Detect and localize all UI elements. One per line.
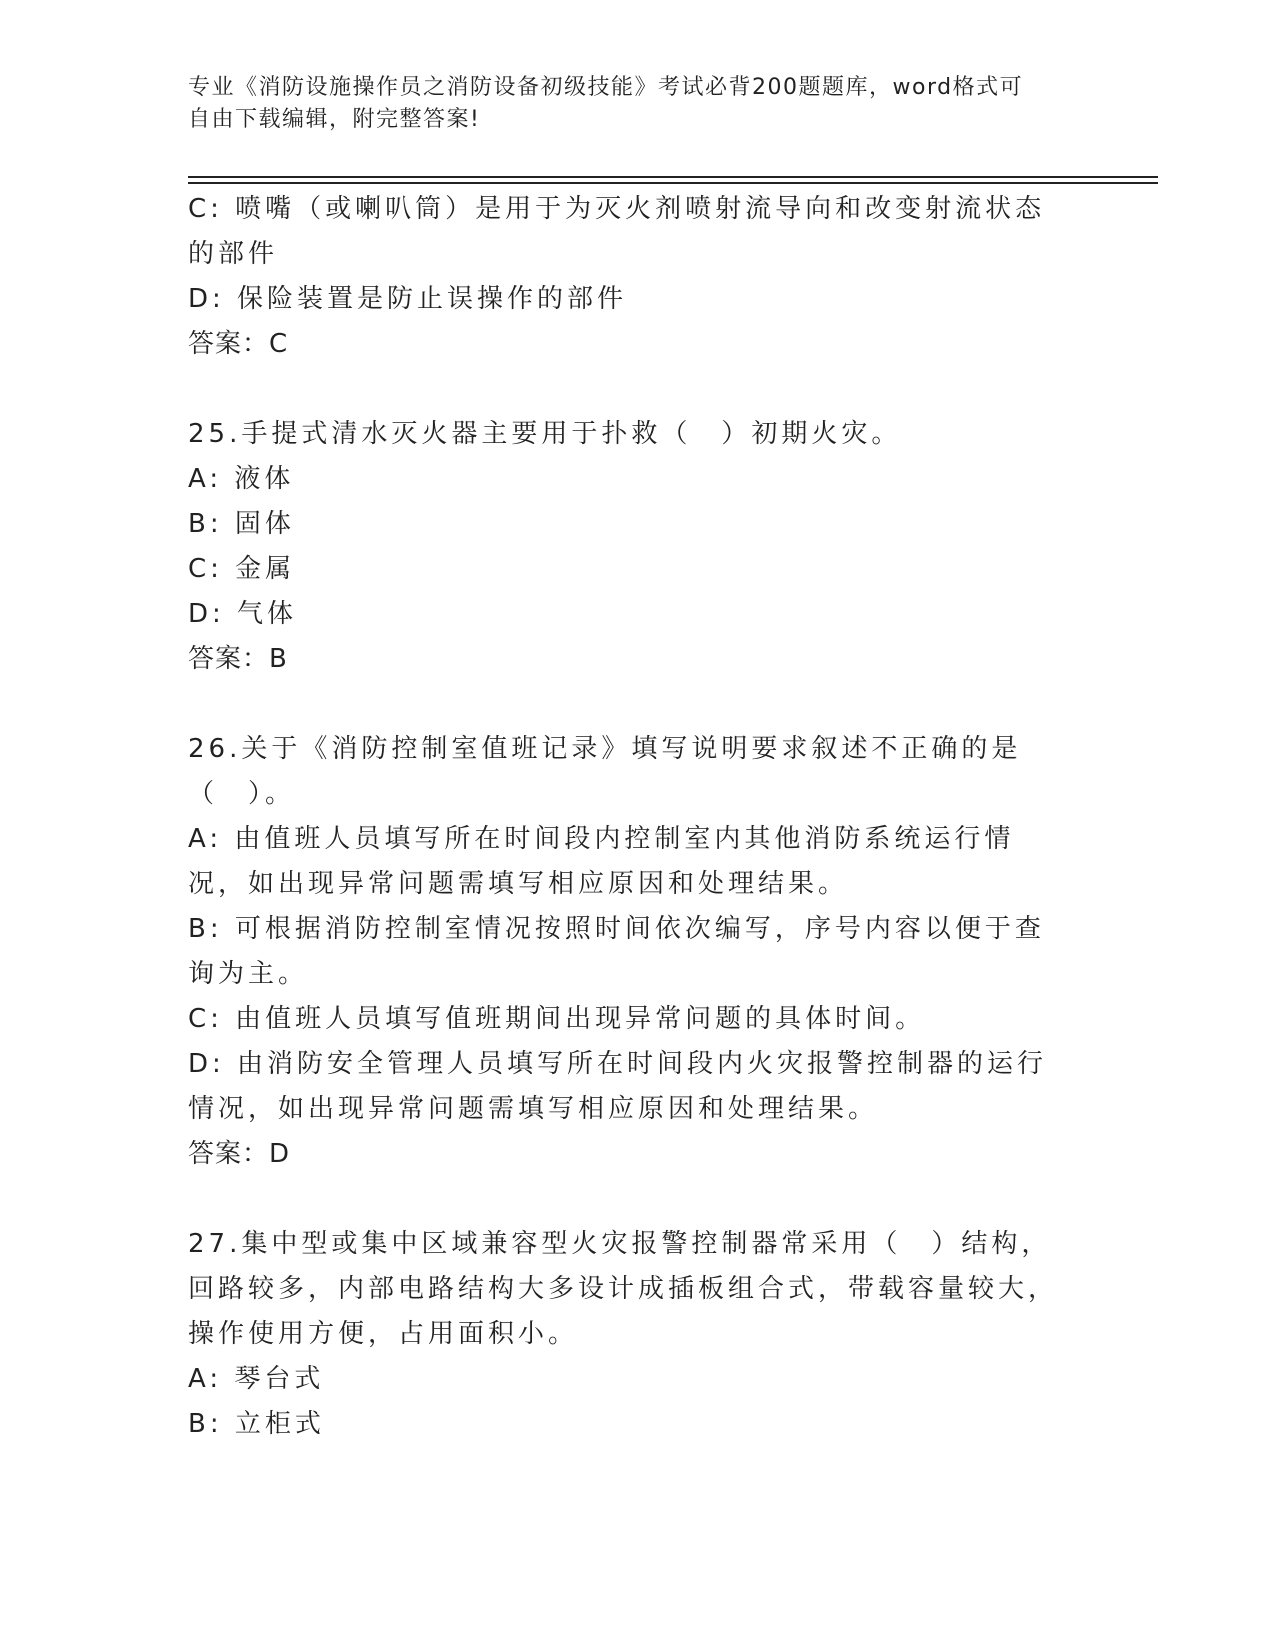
answer: 答案：C [188,329,289,359]
option-d: D: 保险装置是防止误操作的部件 [188,284,628,314]
document-header [188,72,1068,136]
header-rule-bottom [188,182,1158,184]
option-a: A: 液体 [188,464,295,494]
question-25 [188,412,1068,682]
option-a: A: 琴台式 [188,1364,325,1394]
answer: 答案：D [188,1139,291,1169]
header-rule-top [188,176,1158,178]
option-b: B: 固体 [188,509,295,539]
header-line-2: 自由下载编辑，附完整答案! [188,107,481,132]
header-line-1: 专业《消防设施操作员之消防设备初级技能》考试必背200题题库，word格式可 [188,75,1024,100]
question-26 [188,727,1068,1177]
option-b: B: 可根据消防控制室情况按照时间依次编写，序号内容以便于查询为主。 [188,914,1045,989]
question-stem: 27.集中型或集中区域兼容型火灾报警控制器常采用（ ）结构，回路较多，内部电路结构大多设计成插板组合式，带载容量较大，操作使用方便，占用面积小。 [188,1229,1059,1349]
option-c: C: 金属 [188,554,296,584]
option-a: A: 由值班人员填写所在时间段内控制室内其他消防系统运行情况，如出现异常问题需填写相应原因和处理结果。 [188,824,1015,899]
question-stem: 25.手提式清水灭火器主要用于扑救（ ）初期火灾。 [188,419,902,449]
option-b: B: 立柜式 [188,1409,325,1439]
option-d: D: 气体 [188,599,298,629]
document-body [188,187,1068,1447]
option-c: C: 由值班人员填写值班期间出现异常问题的具体时间。 [188,1004,926,1034]
question-24-tail [188,187,1068,367]
question-stem: 26.关于《消防控制室值班记录》填写说明要求叙述不正确的是（ ）。 [188,734,1022,809]
option-c: C: 喷嘴（或喇叭筒）是用于为灭火剂喷射流导向和改变射流状态的部件 [188,194,1046,269]
option-d: D: 由消防安全管理人员填写所在时间段内火灾报警控制器的运行情况，如出现异常问题需填写相应原因和处理结果。 [188,1049,1048,1124]
question-27 [188,1222,1068,1447]
answer: 答案：B [188,644,288,674]
